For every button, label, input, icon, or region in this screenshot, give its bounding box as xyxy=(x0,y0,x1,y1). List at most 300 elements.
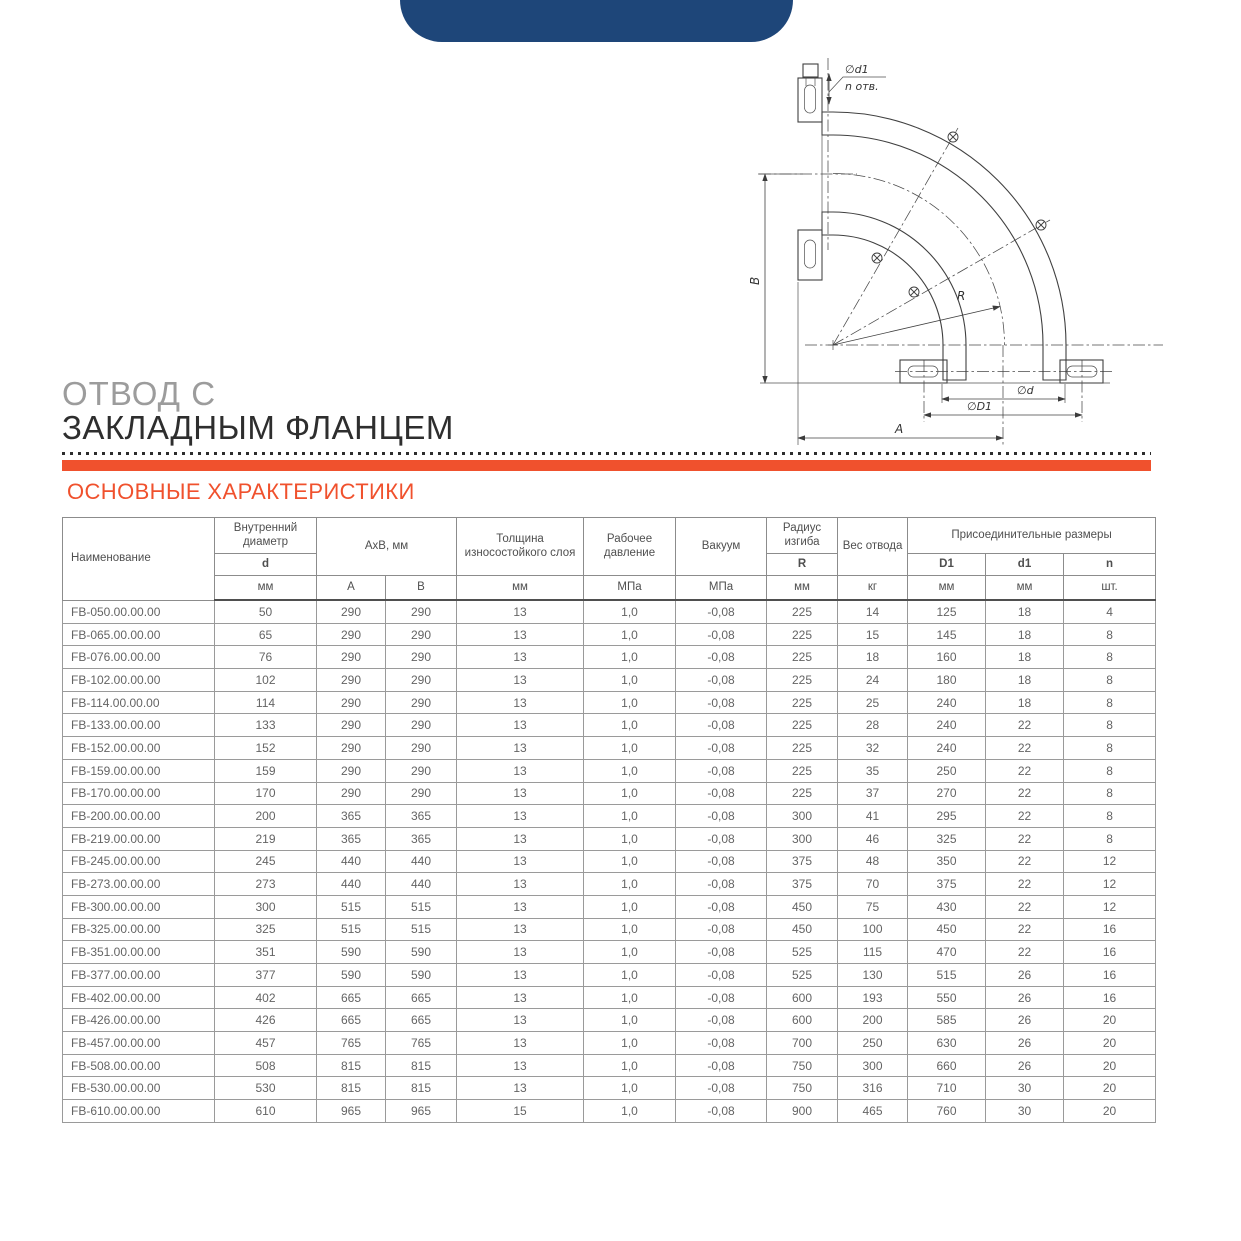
row-value-cell: 100 xyxy=(838,918,908,941)
row-value-cell: 290 xyxy=(386,669,457,692)
row-value-cell: 13 xyxy=(457,714,584,737)
row-value-cell: -0,08 xyxy=(676,1032,767,1055)
row-value-cell: 13 xyxy=(457,918,584,941)
row-name-cell: FB-457.00.00.00 xyxy=(63,1032,215,1055)
unit-cell: мм xyxy=(986,576,1064,601)
row-name-cell: FB-426.00.00.00 xyxy=(63,1009,215,1032)
row-name-cell: FB-219.00.00.00 xyxy=(63,827,215,850)
row-value-cell: 8 xyxy=(1064,759,1156,782)
unit-cell: мм xyxy=(767,576,838,601)
row-value-cell: 470 xyxy=(908,941,986,964)
row-value-cell: 13 xyxy=(457,1054,584,1077)
row-value-cell: 193 xyxy=(838,986,908,1009)
row-value-cell: -0,08 xyxy=(676,623,767,646)
row-value-cell: 290 xyxy=(317,782,386,805)
row-value-cell: 16 xyxy=(1064,941,1156,964)
row-value-cell: 750 xyxy=(767,1054,838,1077)
pipe-axis-arc xyxy=(833,174,1005,346)
row-value-cell: 240 xyxy=(908,691,986,714)
row-value-cell: -0,08 xyxy=(676,964,767,987)
row-value-cell: 1,0 xyxy=(584,646,676,669)
table-row xyxy=(63,623,1156,646)
row-value-cell: 4 xyxy=(1064,600,1156,623)
unit-cell: кг xyxy=(838,576,908,601)
row-value-cell: 450 xyxy=(767,918,838,941)
row-name-cell: FB-325.00.00.00 xyxy=(63,918,215,941)
row-value-cell: 12 xyxy=(1064,895,1156,918)
table-row xyxy=(63,782,1156,805)
row-value-cell: 365 xyxy=(386,827,457,850)
row-value-cell: 377 xyxy=(215,964,317,987)
row-value-cell: 18 xyxy=(986,646,1064,669)
row-value-cell: 22 xyxy=(986,827,1064,850)
row-value-cell: 22 xyxy=(986,714,1064,737)
row-value-cell: 365 xyxy=(386,805,457,828)
row-value-cell: 815 xyxy=(317,1054,386,1077)
row-value-cell: 900 xyxy=(767,1100,838,1123)
row-value-cell: -0,08 xyxy=(676,714,767,737)
row-value-cell: 225 xyxy=(767,669,838,692)
row-value-cell: 465 xyxy=(838,1100,908,1123)
dim-label-D1: ∅D1 xyxy=(967,400,993,413)
row-value-cell: 225 xyxy=(767,646,838,669)
col-header-D1: D1 xyxy=(908,554,986,576)
row-value-cell: 18 xyxy=(986,623,1064,646)
row-value-cell: 160 xyxy=(908,646,986,669)
row-value-cell: 8 xyxy=(1064,646,1156,669)
row-value-cell: -0,08 xyxy=(676,1054,767,1077)
row-value-cell: 200 xyxy=(838,1009,908,1032)
row-value-cell: 590 xyxy=(386,964,457,987)
row-value-cell: 290 xyxy=(386,600,457,623)
row-value-cell: 75 xyxy=(838,895,908,918)
row-value-cell: 290 xyxy=(317,691,386,714)
row-value-cell: 125 xyxy=(908,600,986,623)
row-value-cell: 250 xyxy=(908,759,986,782)
row-value-cell: 159 xyxy=(215,759,317,782)
row-value-cell: 13 xyxy=(457,1077,584,1100)
row-value-cell: -0,08 xyxy=(676,895,767,918)
row-value-cell: 426 xyxy=(215,1009,317,1032)
row-value-cell: 300 xyxy=(767,805,838,828)
unit-cell: мм xyxy=(215,576,317,601)
row-name-cell: FB-200.00.00.00 xyxy=(63,805,215,828)
dotted-divider xyxy=(62,452,1151,455)
row-value-cell: 13 xyxy=(457,873,584,896)
row-value-cell: 130 xyxy=(838,964,908,987)
row-value-cell: 300 xyxy=(215,895,317,918)
row-value-cell: 710 xyxy=(908,1077,986,1100)
row-value-cell: 13 xyxy=(457,1009,584,1032)
row-value-cell: 16 xyxy=(1064,964,1156,987)
row-value-cell: 290 xyxy=(386,737,457,760)
row-value-cell: 18 xyxy=(986,691,1064,714)
row-name-cell: FB-508.00.00.00 xyxy=(63,1054,215,1077)
row-value-cell: 290 xyxy=(386,759,457,782)
row-value-cell: 22 xyxy=(986,805,1064,828)
row-value-cell: 22 xyxy=(986,873,1064,896)
row-value-cell: 28 xyxy=(838,714,908,737)
row-value-cell: -0,08 xyxy=(676,918,767,941)
row-value-cell: 8 xyxy=(1064,805,1156,828)
row-value-cell: 26 xyxy=(986,986,1064,1009)
row-name-cell: FB-114.00.00.00 xyxy=(63,691,215,714)
table-row xyxy=(63,941,1156,964)
row-name-cell: FB-530.00.00.00 xyxy=(63,1077,215,1100)
table-row xyxy=(63,646,1156,669)
row-value-cell: 13 xyxy=(457,782,584,805)
row-value-cell: 1,0 xyxy=(584,1009,676,1032)
section-title: ОСНОВНЫЕ ХАРАКТЕРИСТИКИ xyxy=(67,479,415,504)
row-value-cell: 24 xyxy=(838,669,908,692)
row-value-cell: -0,08 xyxy=(676,737,767,760)
row-value-cell: 515 xyxy=(317,895,386,918)
row-value-cell: -0,08 xyxy=(676,759,767,782)
row-value-cell: 13 xyxy=(457,805,584,828)
col-header-n: n xyxy=(1064,554,1156,576)
row-value-cell: -0,08 xyxy=(676,669,767,692)
row-name-cell: FB-102.00.00.00 xyxy=(63,669,215,692)
row-value-cell: 590 xyxy=(317,964,386,987)
row-value-cell: 22 xyxy=(986,895,1064,918)
row-value-cell: 815 xyxy=(386,1054,457,1077)
row-value-cell: 508 xyxy=(215,1054,317,1077)
col-header-vacuum: Вакуум xyxy=(676,518,767,576)
elbow-inner-wall xyxy=(822,212,966,380)
row-value-cell: 13 xyxy=(457,691,584,714)
row-value-cell: 290 xyxy=(317,669,386,692)
row-value-cell: 219 xyxy=(215,827,317,850)
row-value-cell: 965 xyxy=(317,1100,386,1123)
row-value-cell: 1,0 xyxy=(584,759,676,782)
row-value-cell: -0,08 xyxy=(676,782,767,805)
row-value-cell: 750 xyxy=(767,1077,838,1100)
row-value-cell: 65 xyxy=(215,623,317,646)
row-value-cell: 25 xyxy=(838,691,908,714)
col-header-weight: Вес отвода xyxy=(838,518,908,576)
row-value-cell: 525 xyxy=(767,941,838,964)
table-row xyxy=(63,737,1156,760)
col-header-d: d xyxy=(215,554,317,576)
table-row xyxy=(63,827,1156,850)
row-value-cell: 515 xyxy=(386,895,457,918)
row-value-cell: 273 xyxy=(215,873,317,896)
row-value-cell: 630 xyxy=(908,1032,986,1055)
unit-cell: шт. xyxy=(1064,576,1156,601)
row-value-cell: 22 xyxy=(986,782,1064,805)
row-value-cell: 16 xyxy=(1064,918,1156,941)
row-value-cell: 30 xyxy=(986,1077,1064,1100)
row-value-cell: 22 xyxy=(986,941,1064,964)
row-name-cell: FB-377.00.00.00 xyxy=(63,964,215,987)
characteristics-table xyxy=(62,517,1156,1123)
row-value-cell: 290 xyxy=(317,623,386,646)
row-value-cell: 15 xyxy=(457,1100,584,1123)
row-value-cell: 1,0 xyxy=(584,827,676,850)
row-value-cell: 290 xyxy=(317,737,386,760)
row-value-cell: 440 xyxy=(386,873,457,896)
row-value-cell: 665 xyxy=(386,1009,457,1032)
callout-d1: ∅d1 xyxy=(845,63,869,76)
row-value-cell: 70 xyxy=(838,873,908,896)
row-value-cell: -0,08 xyxy=(676,941,767,964)
row-value-cell: 13 xyxy=(457,986,584,1009)
page-title-line2: ЗАКЛАДНЫМ ФЛАНЦЕМ xyxy=(62,409,454,446)
page-title-line1: ОТВОД С xyxy=(62,375,217,412)
unit-cell-b: В xyxy=(386,576,457,601)
row-value-cell: 225 xyxy=(767,600,838,623)
unit-cell: мм xyxy=(908,576,986,601)
row-value-cell: 12 xyxy=(1064,850,1156,873)
row-name-cell: FB-133.00.00.00 xyxy=(63,714,215,737)
row-value-cell: 660 xyxy=(908,1054,986,1077)
row-value-cell: 13 xyxy=(457,1032,584,1055)
row-value-cell: -0,08 xyxy=(676,646,767,669)
table-row xyxy=(63,714,1156,737)
row-value-cell: 440 xyxy=(317,850,386,873)
row-value-cell: 225 xyxy=(767,759,838,782)
row-value-cell: 32 xyxy=(838,737,908,760)
row-value-cell: 525 xyxy=(767,964,838,987)
row-name-cell: FB-065.00.00.00 xyxy=(63,623,215,646)
row-value-cell: 1,0 xyxy=(584,623,676,646)
row-value-cell: 585 xyxy=(908,1009,986,1032)
row-value-cell: 46 xyxy=(838,827,908,850)
col-header-name: Наименование xyxy=(63,518,215,601)
row-value-cell: 450 xyxy=(908,918,986,941)
row-value-cell: 225 xyxy=(767,714,838,737)
unit-cell-a: А xyxy=(317,576,386,601)
row-value-cell: 1,0 xyxy=(584,600,676,623)
row-value-cell: 365 xyxy=(317,827,386,850)
row-value-cell: 290 xyxy=(386,714,457,737)
row-value-cell: 1,0 xyxy=(584,873,676,896)
row-value-cell: 26 xyxy=(986,1032,1064,1055)
row-value-cell: 665 xyxy=(386,986,457,1009)
row-name-cell: FB-170.00.00.00 xyxy=(63,782,215,805)
row-value-cell: 152 xyxy=(215,737,317,760)
row-value-cell: -0,08 xyxy=(676,1077,767,1100)
row-value-cell: 225 xyxy=(767,691,838,714)
row-name-cell: FB-152.00.00.00 xyxy=(63,737,215,760)
row-value-cell: 290 xyxy=(317,600,386,623)
row-value-cell: 225 xyxy=(767,623,838,646)
row-value-cell: 815 xyxy=(386,1077,457,1100)
row-value-cell: 115 xyxy=(838,941,908,964)
row-value-cell: 450 xyxy=(767,895,838,918)
row-value-cell: 20 xyxy=(1064,1077,1156,1100)
col-header-connection: Присоединительные размеры xyxy=(908,518,1156,554)
row-value-cell: 760 xyxy=(908,1100,986,1123)
row-value-cell: 13 xyxy=(457,964,584,987)
row-value-cell: 13 xyxy=(457,827,584,850)
row-value-cell: 102 xyxy=(215,669,317,692)
dim-label-a: A xyxy=(895,422,904,436)
table-row xyxy=(63,1009,1156,1032)
row-value-cell: 18 xyxy=(986,669,1064,692)
row-value-cell: 1,0 xyxy=(584,964,676,987)
row-value-cell: 300 xyxy=(767,827,838,850)
row-value-cell: 170 xyxy=(215,782,317,805)
row-name-cell: FB-159.00.00.00 xyxy=(63,759,215,782)
col-header-wear-layer: Толщина износостойкого слоя xyxy=(457,518,584,576)
row-value-cell: 133 xyxy=(215,714,317,737)
row-value-cell: 13 xyxy=(457,759,584,782)
row-value-cell: 457 xyxy=(215,1032,317,1055)
row-value-cell: -0,08 xyxy=(676,691,767,714)
row-value-cell: 13 xyxy=(457,941,584,964)
row-value-cell: 76 xyxy=(215,646,317,669)
row-value-cell: 8 xyxy=(1064,737,1156,760)
row-value-cell: 550 xyxy=(908,986,986,1009)
row-value-cell: 22 xyxy=(986,759,1064,782)
table-row xyxy=(63,986,1156,1009)
row-value-cell: 26 xyxy=(986,964,1064,987)
bolt-hole xyxy=(805,85,816,113)
top-nav-tab xyxy=(400,0,793,42)
row-value-cell: 8 xyxy=(1064,714,1156,737)
row-value-cell: 290 xyxy=(386,691,457,714)
row-value-cell: 375 xyxy=(767,873,838,896)
row-value-cell: 1,0 xyxy=(584,1100,676,1123)
row-value-cell: -0,08 xyxy=(676,827,767,850)
row-value-cell: 590 xyxy=(317,941,386,964)
row-value-cell: 1,0 xyxy=(584,941,676,964)
row-value-cell: 515 xyxy=(386,918,457,941)
row-value-cell: -0,08 xyxy=(676,600,767,623)
row-value-cell: 1,0 xyxy=(584,782,676,805)
table-row xyxy=(63,873,1156,896)
row-value-cell: 8 xyxy=(1064,691,1156,714)
row-value-cell: 430 xyxy=(908,895,986,918)
row-value-cell: 30 xyxy=(986,1100,1064,1123)
row-value-cell: 8 xyxy=(1064,623,1156,646)
row-value-cell: 22 xyxy=(986,918,1064,941)
row-value-cell: 26 xyxy=(986,1009,1064,1032)
row-name-cell: FB-245.00.00.00 xyxy=(63,850,215,873)
unit-cell: МПа xyxy=(676,576,767,601)
row-value-cell: 440 xyxy=(386,850,457,873)
row-value-cell: 48 xyxy=(838,850,908,873)
row-value-cell: 600 xyxy=(767,1009,838,1032)
row-value-cell: 440 xyxy=(317,873,386,896)
row-name-cell: FB-273.00.00.00 xyxy=(63,873,215,896)
row-value-cell: -0,08 xyxy=(676,1009,767,1032)
row-value-cell: 530 xyxy=(215,1077,317,1100)
row-value-cell: 20 xyxy=(1064,1100,1156,1123)
row-value-cell: 114 xyxy=(215,691,317,714)
table-row xyxy=(63,918,1156,941)
row-value-cell: 365 xyxy=(317,805,386,828)
row-value-cell: 1,0 xyxy=(584,850,676,873)
row-name-cell: FB-610.00.00.00 xyxy=(63,1100,215,1123)
row-value-cell: 225 xyxy=(767,737,838,760)
row-value-cell: 515 xyxy=(317,918,386,941)
row-value-cell: 665 xyxy=(317,1009,386,1032)
table-row xyxy=(63,1100,1156,1123)
dim-label-b: B xyxy=(748,276,762,285)
row-value-cell: 13 xyxy=(457,646,584,669)
row-value-cell: 8 xyxy=(1064,827,1156,850)
row-value-cell: 13 xyxy=(457,737,584,760)
row-value-cell: 270 xyxy=(908,782,986,805)
dim-label-d: ∅d xyxy=(1017,384,1034,397)
row-value-cell: 402 xyxy=(215,986,317,1009)
row-name-cell: FB-351.00.00.00 xyxy=(63,941,215,964)
characteristics-table-wrap xyxy=(62,517,1156,1123)
row-value-cell: 20 xyxy=(1064,1054,1156,1077)
row-value-cell: 1,0 xyxy=(584,1032,676,1055)
row-value-cell: 1,0 xyxy=(584,714,676,737)
row-value-cell: 41 xyxy=(838,805,908,828)
table-row xyxy=(63,805,1156,828)
table-row xyxy=(63,691,1156,714)
row-value-cell: 290 xyxy=(317,646,386,669)
table-row xyxy=(63,1054,1156,1077)
row-value-cell: 180 xyxy=(908,669,986,692)
row-value-cell: 50 xyxy=(215,600,317,623)
row-value-cell: 1,0 xyxy=(584,895,676,918)
row-value-cell: 1,0 xyxy=(584,805,676,828)
page-title xyxy=(62,377,454,445)
row-value-cell: 15 xyxy=(838,623,908,646)
row-value-cell: 1,0 xyxy=(584,737,676,760)
row-value-cell: 35 xyxy=(838,759,908,782)
row-value-cell: 13 xyxy=(457,623,584,646)
row-value-cell: 240 xyxy=(908,714,986,737)
row-value-cell: 325 xyxy=(908,827,986,850)
row-value-cell: 290 xyxy=(317,714,386,737)
row-value-cell: 765 xyxy=(386,1032,457,1055)
row-name-cell: FB-076.00.00.00 xyxy=(63,646,215,669)
row-value-cell: 12 xyxy=(1064,873,1156,896)
row-value-cell: 225 xyxy=(767,782,838,805)
row-value-cell: 590 xyxy=(386,941,457,964)
row-value-cell: 700 xyxy=(767,1032,838,1055)
accent-divider xyxy=(62,460,1151,471)
row-value-cell: 20 xyxy=(1064,1032,1156,1055)
row-value-cell: 18 xyxy=(986,600,1064,623)
row-value-cell: 610 xyxy=(215,1100,317,1123)
row-value-cell: 290 xyxy=(386,623,457,646)
row-value-cell: 26 xyxy=(986,1054,1064,1077)
row-value-cell: 765 xyxy=(317,1032,386,1055)
col-header-R: R xyxy=(767,554,838,576)
row-name-cell: FB-050.00.00.00 xyxy=(63,600,215,623)
row-value-cell: 145 xyxy=(908,623,986,646)
table-row xyxy=(63,759,1156,782)
row-value-cell: 1,0 xyxy=(584,986,676,1009)
row-value-cell: 22 xyxy=(986,737,1064,760)
row-value-cell: 515 xyxy=(908,964,986,987)
row-value-cell: 13 xyxy=(457,669,584,692)
flange-top xyxy=(798,78,822,122)
row-value-cell: 290 xyxy=(386,782,457,805)
unit-cell: МПа xyxy=(584,576,676,601)
row-value-cell: 200 xyxy=(215,805,317,828)
row-value-cell: 290 xyxy=(317,759,386,782)
row-value-cell: 351 xyxy=(215,941,317,964)
row-value-cell: 37 xyxy=(838,782,908,805)
row-value-cell: 375 xyxy=(908,873,986,896)
row-value-cell: 665 xyxy=(317,986,386,1009)
row-value-cell: 350 xyxy=(908,850,986,873)
row-value-cell: -0,08 xyxy=(676,873,767,896)
row-value-cell: 22 xyxy=(986,850,1064,873)
row-value-cell: 8 xyxy=(1064,669,1156,692)
row-name-cell: FB-300.00.00.00 xyxy=(63,895,215,918)
table-row xyxy=(63,895,1156,918)
